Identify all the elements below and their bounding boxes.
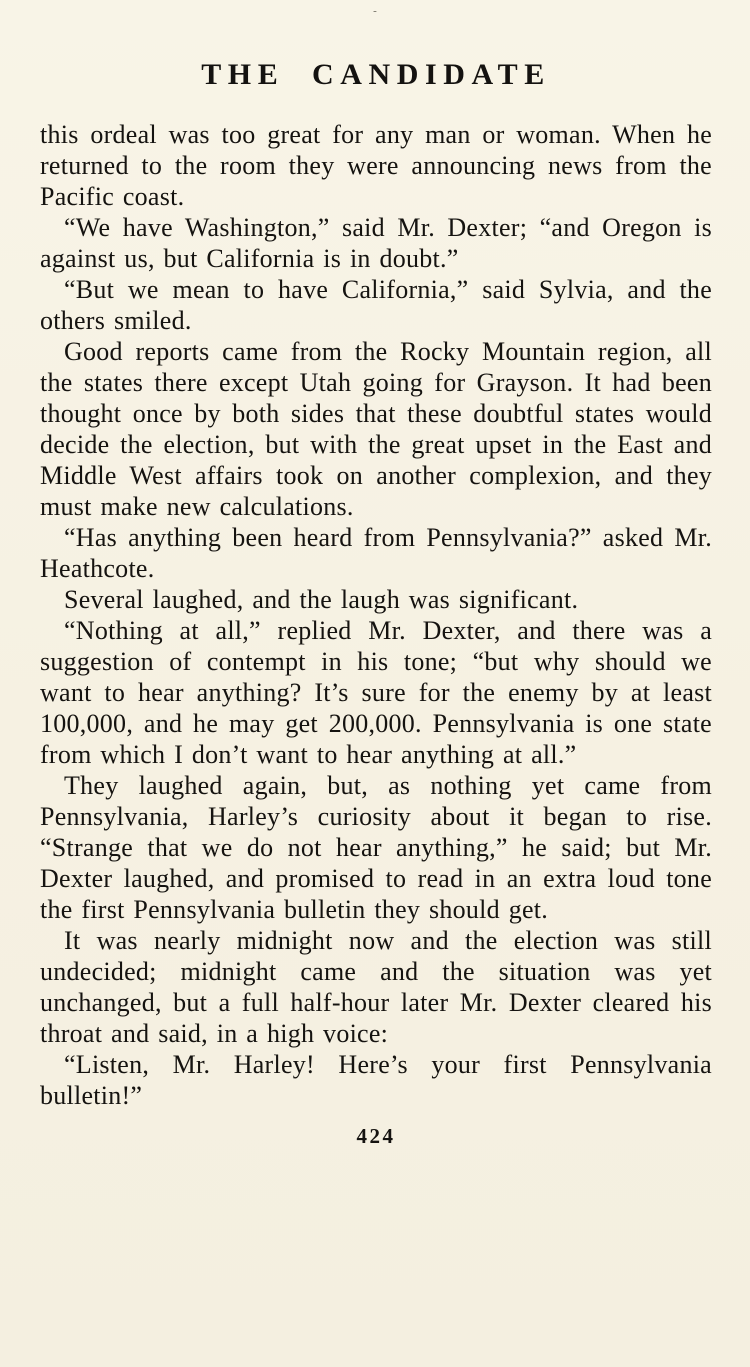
- body-text: [40, 119, 712, 1111]
- scan-speck-mark: -: [373, 5, 377, 17]
- page-number: 424: [356, 1124, 396, 1148]
- paragraph: Good reports came from the Rocky Mountain region, all the states there except Utah going for Grayson. It had been thought once by both sides that these doubtful states would decide the election, but with the great upset in the East and Middle West affairs took on another complexion, and they must make new calculations.: [40, 337, 712, 521]
- paragraph: “Listen, Mr. Harley! Here’s your first Pennsylvania bulletin!”: [40, 1050, 712, 1110]
- page-title: THE CANDIDATE: [201, 58, 551, 91]
- paragraph: It was nearly midnight now and the election was still undecided; midnight came and the situation was yet unchanged, but a full half-hour later Mr. Dexter cleared his throat and said, in a high voice:: [40, 926, 712, 1048]
- paragraph: “We have Washington,” said Mr. Dexter; “and Oregon is against us, but California is in doubt.”: [40, 213, 712, 273]
- paragraph: “Nothing at all,” replied Mr. Dexter, and there was a suggestion of contempt in his tone; “but why should we want to hear anything? It’s sure for the enemy by at least 100,000, and he may get 200,000. Pennsylvania is one state from which I don’t want to hear anything at all.”: [40, 616, 712, 769]
- paragraph: this ordeal was too great for any man or woman. When he returned to the room they were announcing news from the Pacific coast.: [40, 120, 712, 211]
- paragraph: Several laughed, and the laugh was significant.: [64, 585, 579, 614]
- paragraph: “Has anything been heard from Pennsylvania?” asked Mr. Heathcote.: [40, 523, 712, 583]
- paragraph: They laughed again, but, as nothing yet came from Pennsylvania, Harley’s curiosity about it began to rise. “Strange that we do not hear anything,” he said; but Mr. Dexter laughed, and promised to read in an extra loud tone the first Pennsylvania bulletin they should get.: [40, 771, 712, 924]
- paragraph: “But we mean to have California,” said Sylvia, and the others smiled.: [40, 275, 712, 335]
